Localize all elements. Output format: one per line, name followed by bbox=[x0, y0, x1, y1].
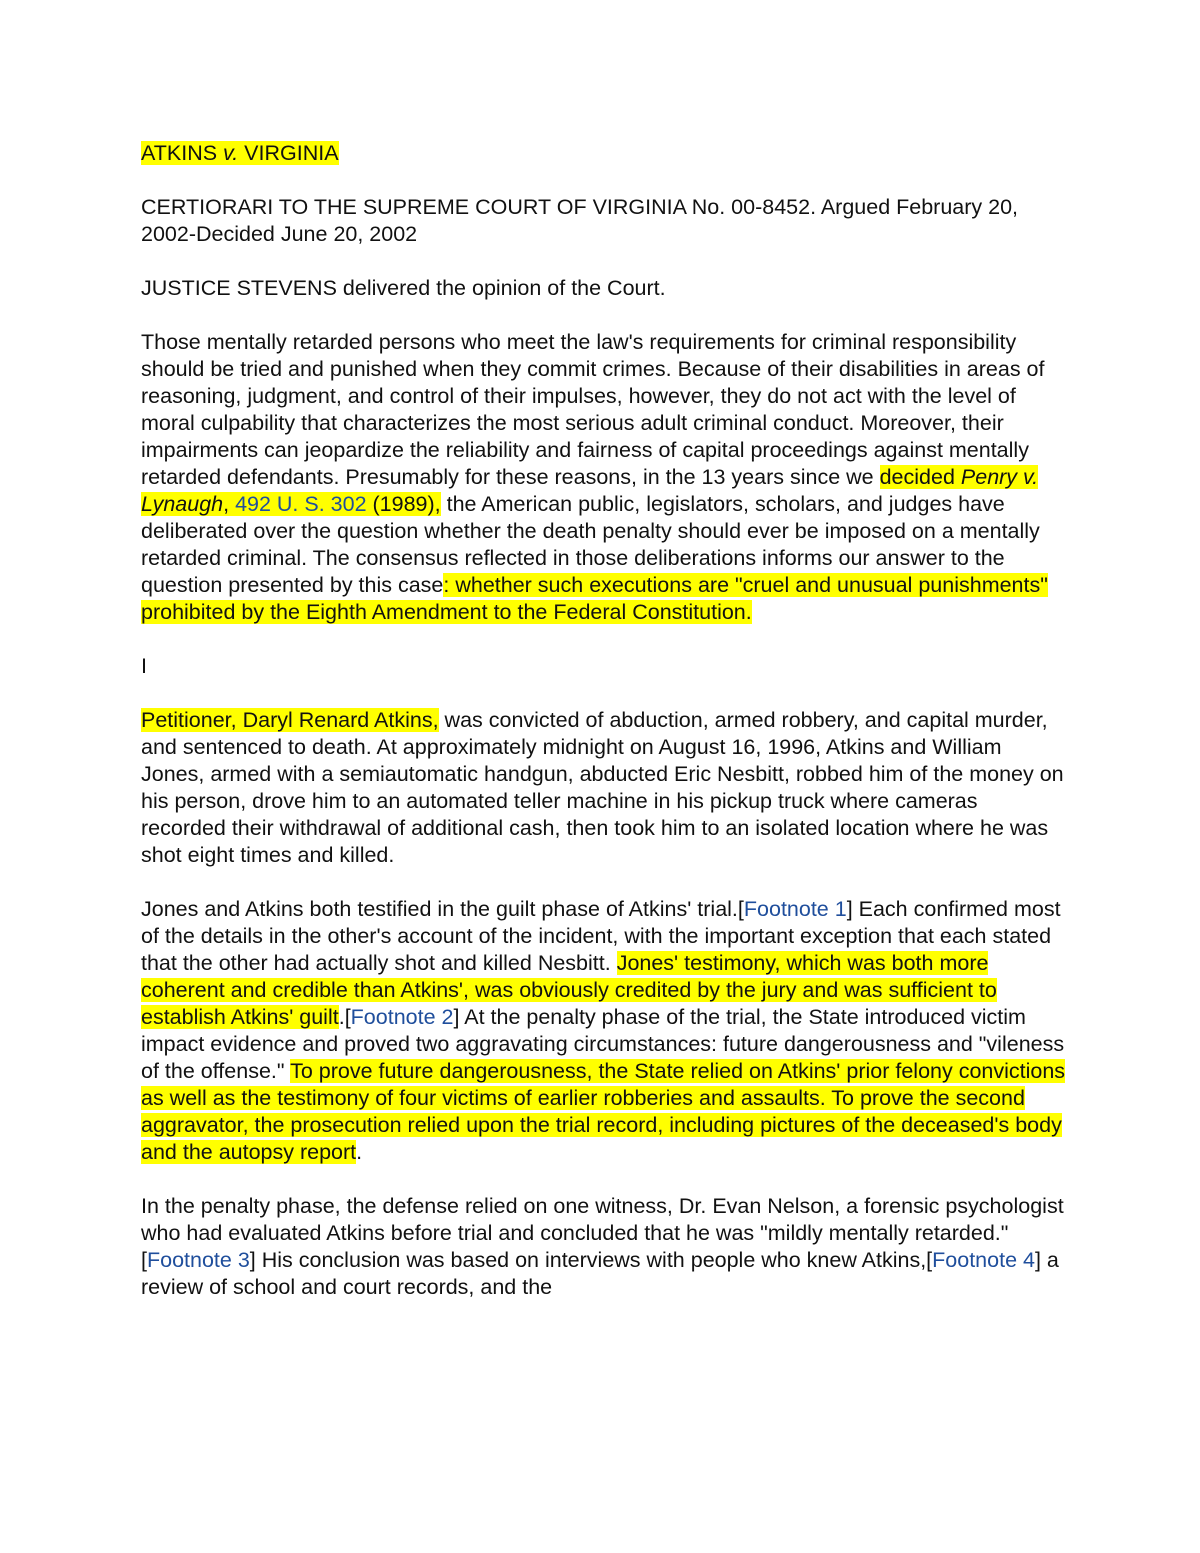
highlight-question-presented: : whether such executions are "cruel and unusual punishments" prohibited by the Eighth Amendment to the Federal Constitution. bbox=[141, 573, 1048, 624]
citation-link-penry[interactable]: 492 U. S. 302 bbox=[235, 492, 367, 516]
highlight-penry-citation: decided Penry v. Lynaugh, 492 U. S. 302 (1989), bbox=[141, 465, 1039, 516]
paragraph-penalty-phase: In the penalty phase, the defense relied on one witness, Dr. Evan Nelson, a forensic psychologist who had evaluated Atkins before trial and concluded that he was "mildly mentally retarded."[Footnote 3] His conclusion was based on interviews with people who knew Atkins,[Footnote 4] a review of school and court records, and the bbox=[141, 1194, 1064, 1299]
paragraph-facts: Petitioner, Daryl Renard Atkins, was convicted of abduction, armed robbery, and capital murder, and sentenced to death. At approximately midnight on August 16, 1996, Atkins and William Jones, armed with a semiautomatic handgun, abducted Eric Nesbitt, robbed him of the money on his person, drove him to an automated teller machine in his pickup truck where cameras recorded their withdrawal of additional cash, then took him to an isolated location where he was shot eight times and killed. bbox=[141, 708, 1064, 867]
paragraph-intro: Those mentally retarded persons who meet the law's requirements for criminal responsibility should be tried and punished when they commit crimes. Because of their disabilities in areas of reasoning, judgment, and control of their impulses, however, they do not act with the level of moral culpability that characterizes the most serious adult criminal conduct. Moreover, their impairments can jeopardize the reliability and fairness of capital proceedings against mentally retarded defendants. Presumably for these reasons, in the 13 years since we decided Penry v. Lynaugh, 492 U. S. 302 (1989), the American public, legislators, scholars, and judges have deliberated over the question whether the death penalty should ever be imposed on a mentally retarded criminal. The consensus reflected in those deliberations informs our answer to the question presented by this case: whether such executions are "cruel and unusual punishments" prohibited by the Eighth Amendment to the Federal Constitution. bbox=[141, 330, 1048, 624]
footnote-link-3[interactable]: Footnote 3 bbox=[146, 1248, 250, 1272]
footnote-link-1[interactable]: Footnote 1 bbox=[743, 897, 847, 921]
docket-line: CERTIORARI TO THE SUPREME COURT OF VIRGINIA No. 00-8452. Argued February 20, 2002-Decided June 20, 2002 bbox=[141, 195, 1019, 246]
case-name-penry: Penry v. Lynaugh bbox=[141, 465, 1039, 516]
highlight-jones-testimony: Jones' testimony, which was both more coherent and credible than Atkins', was obviously credited by the jury and was sufficient to establish Atkins' guilt bbox=[141, 951, 997, 1029]
highlight-petitioner: Petitioner, Daryl Renard Atkins, bbox=[141, 708, 439, 732]
opinion-author-line: JUSTICE STEVENS delivered the opinion of the Court. bbox=[141, 276, 666, 300]
footnote-link-4[interactable]: Footnote 4 bbox=[932, 1248, 1035, 1272]
footnote-link-2[interactable]: Footnote 2 bbox=[350, 1005, 454, 1029]
highlight-aggravators: To prove future dangerousness, the State relied on Atkins' prior felony convictions as well as the testimony of four victims of earlier robberies and assaults. To prove the second aggravator, the prosecution relied upon the trial record, including pictures of the deceased's body and the autopsy report bbox=[141, 1059, 1066, 1164]
section-heading: I bbox=[141, 654, 147, 678]
paragraph-trial: Jones and Atkins both testified in the guilt phase of Atkins' trial.[Footnote 1] Each confirmed most of the details in the other's account of the incident, with the important exception that each stated that the other had actually shot and killed Nesbitt. Jones' testimony, which was both more coherent and credible than Atkins', was obviously credited by the jury and was sufficient to establish Atkins' guilt.[Footnote 2] At the penalty phase of the trial, the State introduced victim impact evidence and proved two aggravating circumstances: future dangerousness and "vileness of the offense." To prove future dangerousness, the State relied on Atkins' prior felony convictions as well as the testimony of four victims of earlier robberies and assaults. To prove the second aggravator, the prosecution relied upon the trial record, including pictures of the deceased's body and the autopsy report. bbox=[141, 897, 1066, 1164]
case-title-highlight: ATKINS v. VIRGINIA bbox=[141, 141, 339, 165]
document-body bbox=[141, 140, 1066, 1328]
case-title bbox=[141, 140, 1066, 167]
